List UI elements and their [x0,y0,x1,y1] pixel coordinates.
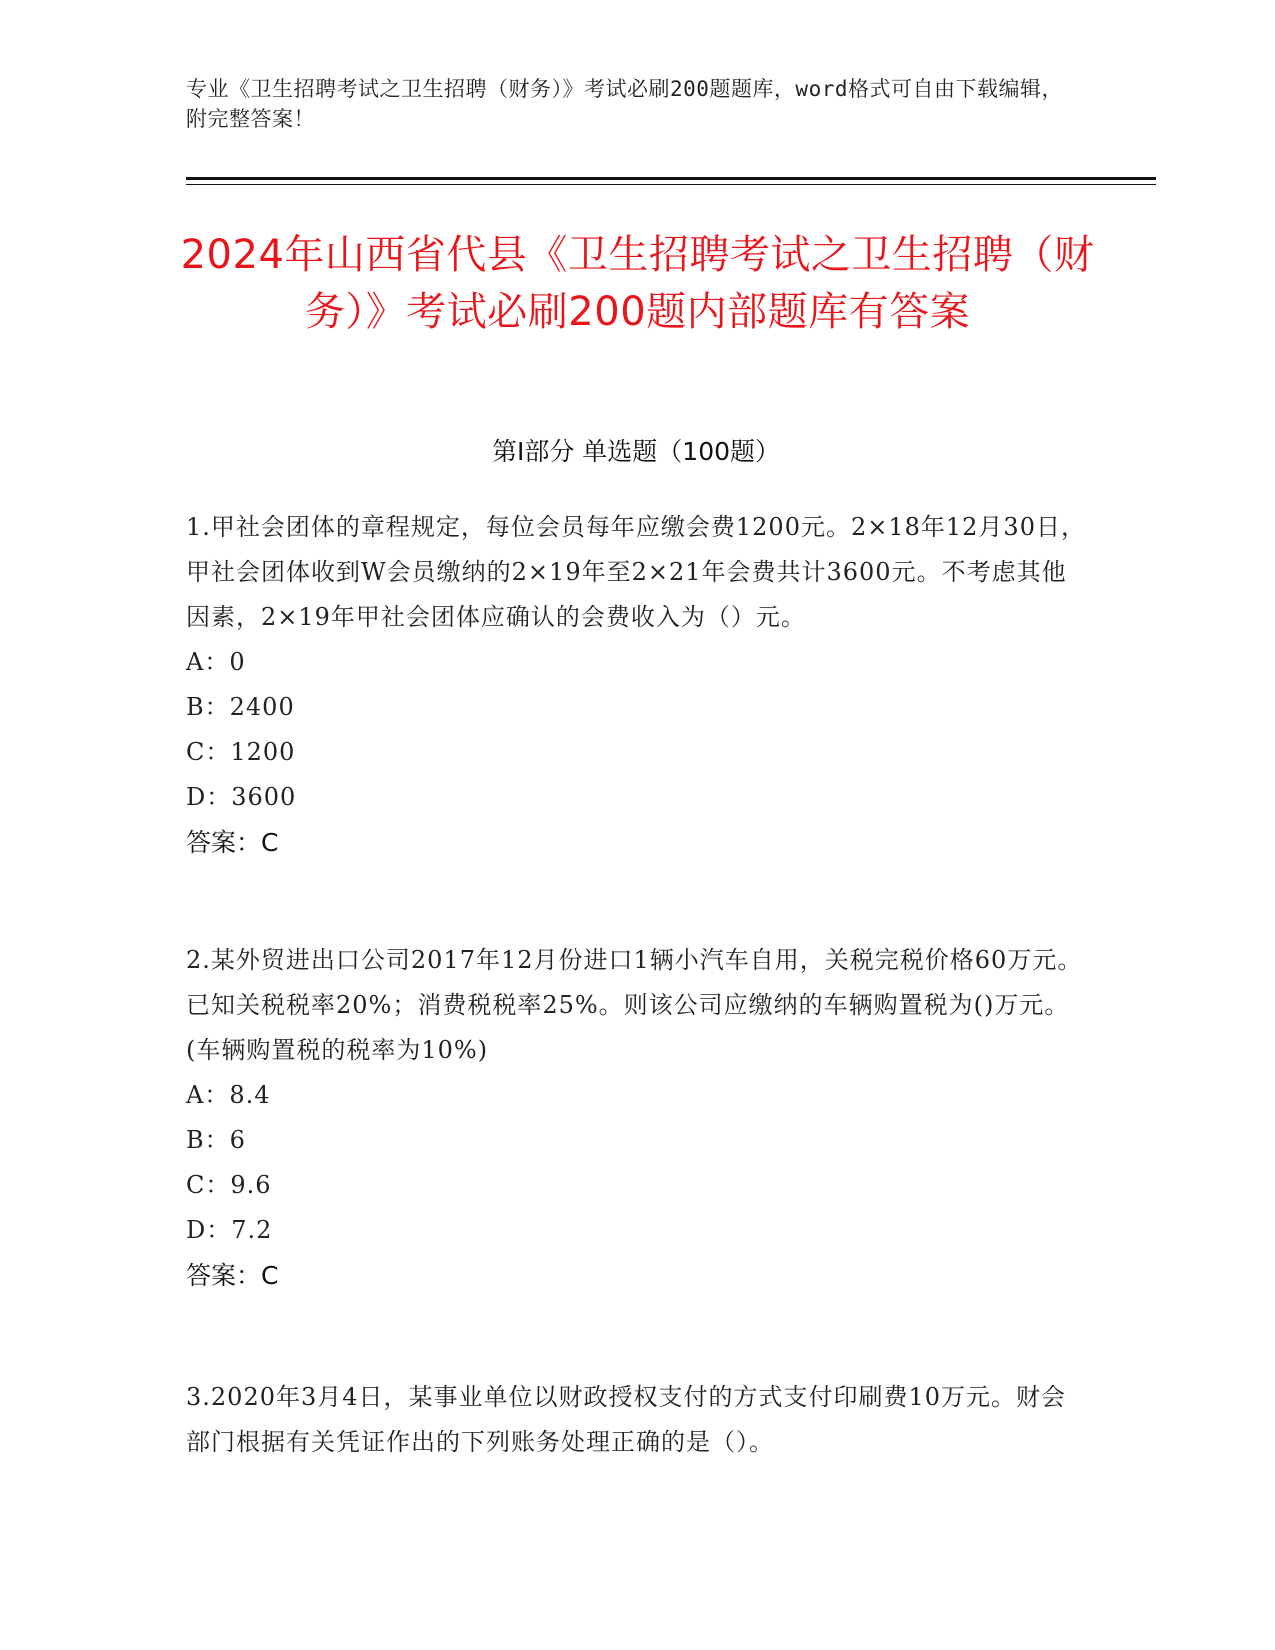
header-note: 专业《卫生招聘考试之卫生招聘（财务）》考试必刷200题题库，word格式可自由下载编辑，附完整答案！ [186,77,1063,131]
question-3 [186,1375,1086,1465]
option-a: A：0 [186,648,246,676]
question-stem: 2.某外贸进出口公司2017年12月份进口1辆小汽车自用，关税完税价格60万元。已知关税税率20%；消费税税率25%。则该公司应缴纳的车辆购置税为()万元。(车辆购置税的税率为10%) [186,946,1083,1064]
question-stem: 3.2020年3月4日，某事业单位以财政授权支付的方式支付印刷费10万元。财会部门根据有关凭证作出的下列账务处理正确的是（）。 [186,1383,1067,1456]
option-c: C：9.6 [186,1171,272,1199]
option-c: C：1200 [186,738,296,766]
question-1 [186,505,1086,865]
section-title: 第I部分 单选题（100题） [491,437,781,466]
option-b: B：6 [186,1126,246,1154]
header-rule-thick [186,177,1156,180]
option-d: D：7.2 [186,1216,273,1244]
answer: 答案：C [186,828,279,857]
question-stem: 1.甲社会团体的章程规定，每位会员每年应缴会费1200元。2×18年12月30日，甲社会团体收到W会员缴纳的2×19年至2×21年会费共计3600元。不考虑其他因素，2×19年甲社会团体应确认的会费收入为（）元。 [186,513,1086,631]
option-d: D：3600 [186,783,297,811]
option-a: A：8.4 [186,1081,271,1109]
question-2 [186,938,1086,1298]
option-b: B：2400 [186,693,295,721]
document-title: 2024年山西省代县《卫生招聘考试之卫生招聘（财务）》考试必刷200题内部题库有答案 [180,232,1095,335]
answer: 答案：C [186,1261,279,1290]
header-rule-thin [186,184,1156,185]
